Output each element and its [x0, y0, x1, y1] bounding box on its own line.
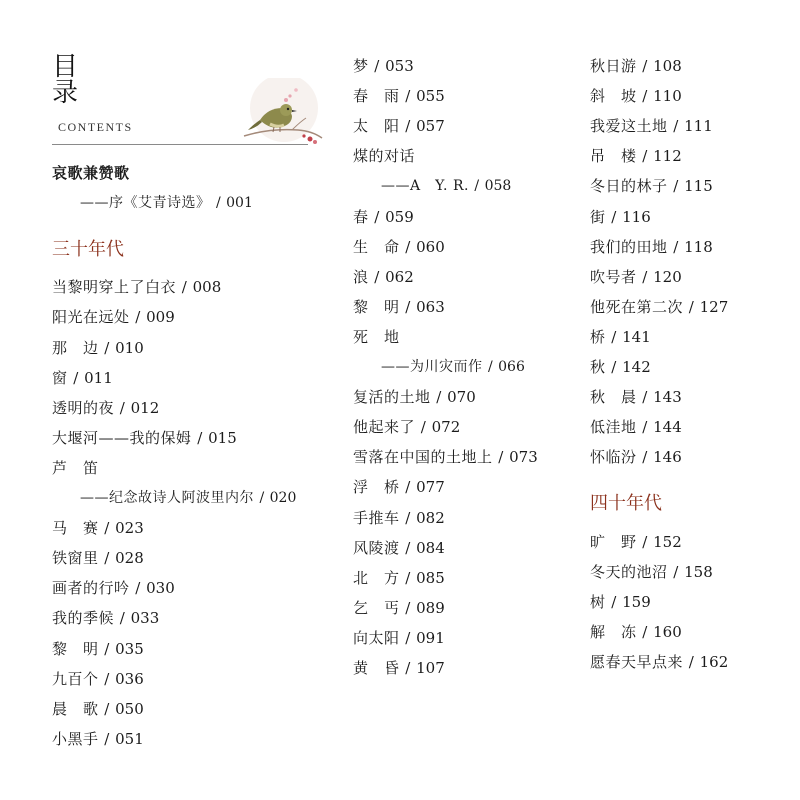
entry-title: 那 边 [52, 338, 99, 357]
toc-entry[interactable] [52, 458, 99, 478]
entry-title: 愿春天早点来 [590, 652, 684, 671]
toc-entry[interactable] [590, 116, 713, 136]
page-number: 158 [684, 562, 713, 581]
entry-title: 窗 [52, 368, 68, 387]
entry-title: 北 方 [353, 568, 400, 587]
entry-title: 秋 [590, 358, 606, 376]
page-number: 162 [699, 652, 729, 671]
page-separator: / [192, 428, 208, 447]
page-separator: / [668, 117, 684, 136]
page-number: 089 [416, 598, 445, 617]
page-separator: / [637, 147, 653, 166]
toc-entry[interactable] [52, 368, 113, 388]
page-separator: / [637, 532, 653, 551]
page-number: 160 [653, 622, 682, 641]
page-separator: / [483, 359, 498, 375]
page-number: 159 [622, 592, 651, 611]
page-number: 063 [416, 297, 445, 316]
page-separator: / [668, 237, 684, 256]
entry-title: 低洼地 [590, 418, 637, 437]
page-separator: / [400, 297, 416, 316]
toc-entry[interactable] [590, 56, 682, 76]
toc-entry[interactable] [52, 163, 130, 183]
page-number: 085 [416, 568, 445, 587]
page-number: 082 [416, 508, 445, 527]
toc-entry[interactable] [52, 729, 144, 749]
page-separator: / [637, 87, 653, 106]
page-number: 059 [385, 207, 414, 226]
toc-entry[interactable] [52, 699, 144, 719]
toc-entry[interactable] [52, 277, 221, 297]
toc-entry[interactable] [590, 237, 713, 257]
page-number: 072 [431, 418, 461, 437]
entry-title: 哀歌兼赞歌 [52, 164, 130, 182]
toc-title-line2: 录 [52, 78, 79, 108]
toc-entry[interactable] [353, 297, 445, 317]
entry-title: 雪落在中国的土地上 [353, 448, 493, 467]
page-separator: / [369, 57, 385, 75]
page-separator: / [211, 195, 226, 212]
toc-entry-subtitle[interactable] [80, 488, 296, 508]
toc-entry[interactable] [353, 86, 445, 106]
page-separator: / [637, 388, 653, 407]
toc-entry[interactable] [353, 447, 538, 467]
page-number: 077 [416, 478, 445, 497]
entry-title: 生 命 [353, 237, 400, 256]
page-separator: / [469, 178, 484, 195]
entry-title: 当黎明穿上了白衣 [52, 278, 177, 297]
toc-entry[interactable] [590, 176, 713, 196]
toc-entry[interactable] [590, 387, 682, 407]
toc-entry[interactable] [590, 357, 651, 377]
entry-title: 向太阳 [353, 628, 400, 647]
toc-entry[interactable] [52, 338, 144, 358]
page-number: 066 [498, 359, 525, 375]
page-separator: / [369, 207, 385, 226]
page-number: 009 [146, 308, 175, 327]
page-separator: / [431, 388, 447, 407]
toc-entry[interactable] [353, 267, 414, 287]
entry-title: 我们的田地 [590, 237, 668, 256]
entry-title: 梦 [353, 57, 369, 75]
entry-title: 春 雨 [353, 87, 400, 106]
bird-on-branch-icon [240, 78, 324, 150]
toc-entry[interactable] [590, 86, 682, 106]
toc-entry[interactable] [590, 592, 651, 612]
toc-entry[interactable] [353, 628, 445, 648]
page-number: 008 [192, 278, 222, 297]
page-separator: / [493, 448, 509, 467]
entry-title: 透明的夜 [52, 398, 115, 417]
page-number: 073 [509, 448, 538, 467]
page-separator: / [606, 592, 622, 611]
page-separator: / [684, 652, 699, 671]
entry-title: 解 冻 [590, 622, 637, 641]
page-number: 015 [208, 428, 237, 447]
toc-entry[interactable] [590, 297, 728, 317]
toc-entry[interactable] [353, 116, 445, 136]
toc-entry[interactable] [353, 598, 445, 618]
toc-entry[interactable] [353, 327, 400, 347]
page-separator: / [637, 57, 653, 75]
page-separator: / [99, 699, 115, 718]
section-heading: 四十年代 [590, 493, 662, 515]
page-separator: / [684, 297, 699, 316]
page-number: 070 [447, 388, 476, 407]
entry-title: ——序《艾青诗选》 [80, 195, 211, 212]
entry-title: 我的季候 [52, 609, 115, 628]
entry-title: 九百个 [52, 669, 99, 688]
page-number: 051 [115, 729, 144, 748]
entry-title: 铁窗里 [52, 549, 99, 568]
entry-title: ——A Y. R. [381, 178, 469, 195]
entry-title: 乞 丐 [353, 598, 400, 617]
toc-entry[interactable] [590, 146, 682, 166]
section-heading: 三十年代 [52, 239, 124, 261]
page-separator: / [637, 448, 653, 467]
toc-entry[interactable] [590, 267, 682, 287]
toc-entry[interactable] [52, 669, 144, 689]
page-separator: / [400, 568, 416, 587]
page-separator: / [400, 598, 416, 617]
page-separator: / [606, 358, 622, 376]
page-separator: / [668, 562, 684, 581]
page-number: 053 [385, 57, 414, 75]
page-number: 084 [416, 538, 445, 557]
page-separator: / [99, 519, 115, 538]
toc-entry[interactable] [52, 518, 144, 538]
page-separator: / [115, 398, 130, 417]
toc-entry[interactable] [353, 56, 414, 76]
entry-title: 画者的行吟 [52, 579, 130, 598]
page-number: 060 [416, 237, 445, 256]
entry-title: 复活的土地 [353, 388, 431, 407]
page-separator: / [400, 538, 416, 557]
page-separator: / [255, 490, 269, 506]
toc-entry[interactable] [353, 417, 460, 437]
page-separator: / [400, 478, 416, 497]
entry-title: 黄 昏 [353, 659, 400, 677]
entry-title: 斜 坡 [590, 87, 637, 106]
page-separator: / [99, 669, 115, 688]
page-separator: / [130, 579, 146, 598]
entry-title: 芦 笛 [52, 458, 99, 477]
entry-title: 晨 歌 [52, 699, 99, 718]
page-separator: / [606, 207, 622, 226]
entry-title: 秋日游 [590, 57, 637, 75]
page-number: 020 [269, 490, 297, 506]
contents-label: CONTENTS [58, 120, 133, 134]
entry-title: 手推车 [353, 508, 400, 527]
toc-entry[interactable] [353, 658, 445, 678]
entry-title: 黎 明 [52, 639, 99, 658]
page-separator: / [99, 639, 115, 658]
toc-entry[interactable] [590, 532, 682, 552]
page-number: 108 [653, 57, 682, 75]
page-separator: / [400, 117, 416, 136]
toc-title-line1: 目 [52, 52, 79, 82]
page-number: 112 [653, 147, 682, 166]
toc-entry[interactable] [52, 639, 144, 659]
page-separator: / [369, 267, 385, 286]
entry-title: 桥 [590, 327, 606, 346]
entry-title: ——纪念故诗人阿波里内尔 [80, 490, 254, 506]
page-separator: / [400, 659, 416, 677]
toc-entry-subtitle[interactable] [80, 193, 253, 213]
page-number: 127 [699, 297, 729, 316]
toc-entry[interactable] [590, 417, 682, 437]
toc-entry[interactable] [353, 568, 445, 588]
entry-title: 怀临汾 [590, 448, 637, 467]
page-number: 118 [684, 237, 713, 256]
toc-entry[interactable] [353, 207, 414, 227]
page-separator: / [637, 267, 653, 286]
page-number: 058 [484, 178, 512, 195]
entry-title: 他死在第二次 [590, 297, 684, 316]
toc-entry[interactable] [353, 387, 476, 407]
page-separator: / [668, 177, 684, 196]
page-number: 107 [416, 659, 445, 677]
page-separator: / [99, 729, 115, 748]
toc-entry[interactable] [353, 477, 445, 497]
page-number: 144 [653, 418, 682, 437]
entry-title: 冬日的林子 [590, 177, 668, 196]
entry-title: 吊 楼 [590, 147, 637, 166]
page-separator: / [68, 368, 84, 387]
page-separator: / [99, 549, 115, 568]
entry-title: 冬天的池沼 [590, 562, 668, 581]
page-number: 057 [416, 117, 445, 136]
entry-title: 大堰河——我的保姆 [52, 428, 192, 447]
entry-title: 阳光在远处 [52, 308, 130, 327]
entry-title: 他起来了 [353, 418, 416, 437]
entry-title: 秋 晨 [590, 388, 637, 407]
page-separator: / [606, 327, 622, 346]
toc-entry[interactable] [52, 548, 144, 568]
entry-title: 小黑手 [52, 729, 99, 748]
entry-title: 浪 [353, 267, 369, 286]
entry-title: 死 地 [353, 327, 400, 346]
page-number: 023 [115, 519, 144, 538]
page-number: 111 [684, 117, 713, 136]
page-number: 110 [653, 87, 682, 106]
entry-title: 树 [590, 592, 606, 611]
entry-title: 街 [590, 207, 606, 226]
entry-title: 黎 明 [353, 297, 400, 316]
page-number: 143 [653, 388, 682, 407]
page-separator: / [400, 508, 416, 527]
toc-entry-subtitle[interactable] [381, 176, 511, 196]
page-number: 011 [84, 368, 113, 387]
page-number: 055 [416, 87, 445, 106]
entry-title: ——为川灾而作 [381, 359, 483, 375]
page-separator: / [115, 609, 130, 628]
toc-entry[interactable] [353, 146, 415, 166]
page-number: 035 [115, 639, 144, 658]
page-number: 062 [385, 267, 414, 286]
entry-title: 风陵渡 [353, 538, 400, 557]
page-number: 142 [622, 358, 651, 376]
page-number: 091 [416, 628, 445, 647]
entry-title: 太 阳 [353, 117, 400, 136]
toc-entry[interactable] [353, 237, 445, 257]
page-number: 028 [115, 549, 144, 568]
page-number: 036 [115, 669, 144, 688]
toc-header [52, 48, 308, 148]
page-separator: / [177, 278, 192, 297]
page-separator: / [637, 622, 653, 641]
page-number: 033 [130, 609, 160, 628]
toc-entry[interactable] [590, 562, 713, 582]
entry-title: 我爱这土地 [590, 117, 668, 136]
page-number: 010 [115, 338, 144, 357]
toc-entry-subtitle[interactable] [381, 357, 525, 377]
page-separator: / [130, 308, 146, 327]
toc-entry[interactable] [52, 608, 159, 628]
page-separator: / [637, 418, 653, 437]
toc-entry[interactable] [590, 447, 682, 467]
page-number: 001 [226, 195, 253, 212]
entry-title: 马 赛 [52, 519, 99, 538]
page-number: 050 [115, 699, 144, 718]
toc-entry[interactable] [353, 538, 445, 558]
toc-entry[interactable] [590, 652, 728, 672]
entry-title: 浮 桥 [353, 478, 400, 497]
entry-title: 旷 野 [590, 532, 637, 551]
page-number: 030 [146, 579, 175, 598]
toc-entry[interactable] [353, 508, 445, 528]
toc-entry[interactable] [52, 428, 237, 448]
page-separator: / [99, 338, 115, 357]
page-number: 116 [622, 207, 651, 226]
entry-title: 春 [353, 207, 369, 226]
page-separator: / [400, 628, 416, 647]
page-separator: / [416, 418, 431, 437]
toc-entry[interactable] [590, 622, 682, 642]
toc-entry[interactable] [52, 307, 175, 327]
toc-entry[interactable] [52, 398, 159, 418]
page-number: 012 [130, 398, 160, 417]
page-number: 141 [622, 327, 651, 346]
page-separator: / [400, 87, 416, 106]
toc-entry[interactable] [590, 207, 651, 227]
entry-title: 煤的对话 [353, 147, 416, 166]
page-number: 146 [653, 448, 682, 467]
entry-title: 吹号者 [590, 267, 637, 286]
toc-entry[interactable] [52, 578, 175, 598]
page-number: 120 [653, 267, 682, 286]
page-number: 152 [653, 532, 682, 551]
page-number: 115 [684, 177, 713, 196]
page-separator: / [400, 237, 416, 256]
toc-entry[interactable] [590, 327, 651, 347]
